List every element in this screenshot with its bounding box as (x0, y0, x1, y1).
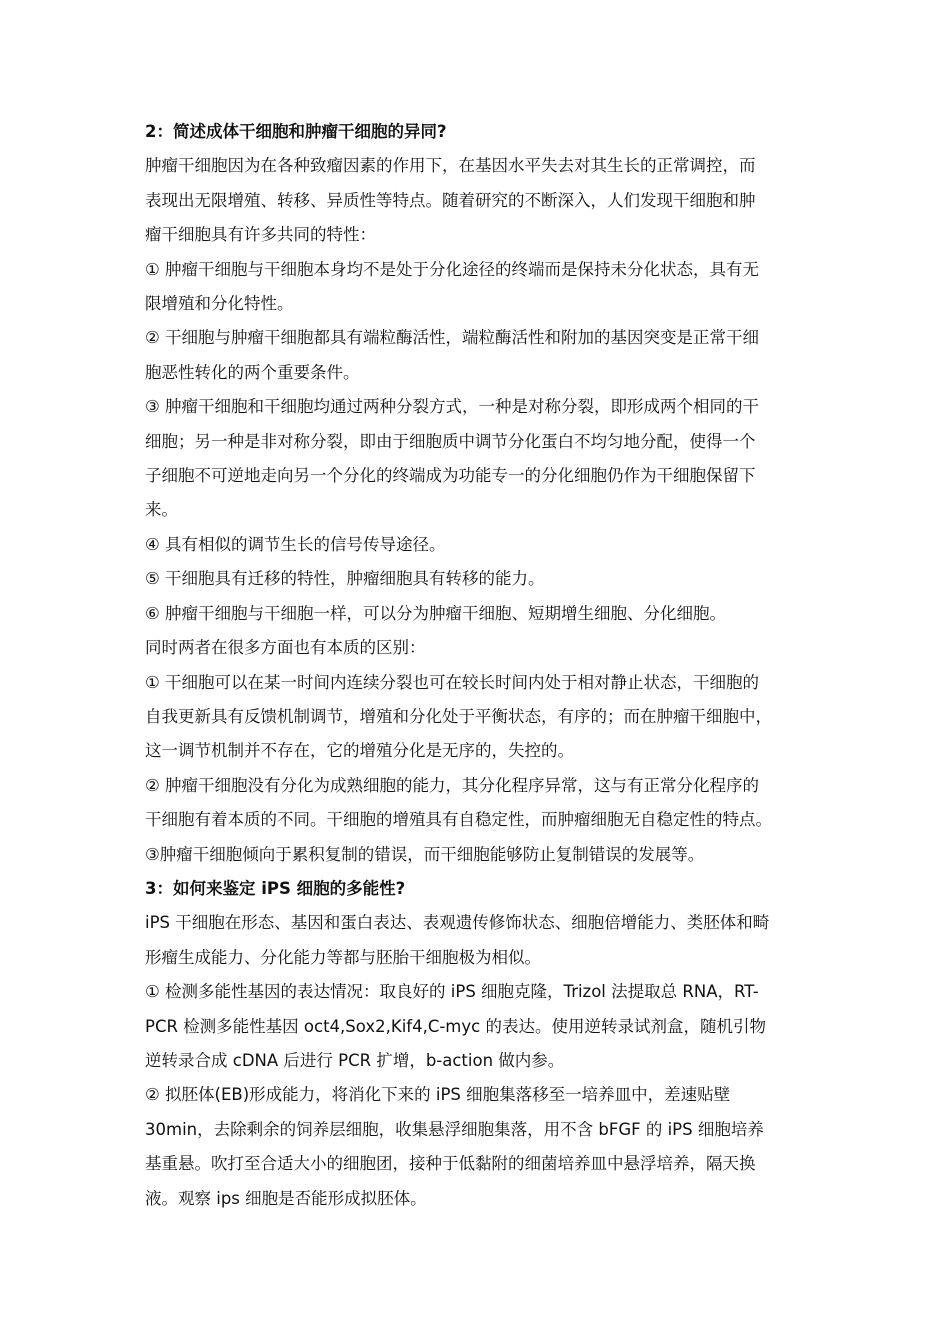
text-line: 肿瘤干细胞因为在各种致瘤因素的作用下，在基因水平失去对其生长的正常调控，而 (145, 156, 756, 176)
text-line: 细胞；另一种是非对称分裂，即由于细胞质中调节分化蛋白不均匀地分配，使得一个 (145, 431, 756, 451)
text-line: 表现出无限增殖、转移、异质性等特点。随着研究的不断深入，人们发现干细胞和肿 (145, 190, 756, 210)
text-line: 干细胞有着本质的不同。干细胞的增殖具有自稳定性，而肿瘤细胞无自稳定性的特点。 (145, 810, 772, 830)
text-line: ① 干细胞可以在某一时间内连续分裂也可在较长时间内处于相对静止状态，干细胞的 (145, 672, 760, 692)
text-line: ⑥ 肿瘤干细胞与干细胞一样，可以分为肿瘤干细胞、短期增生细胞、分化细胞。 (145, 603, 727, 623)
text-line: 子细胞不可逆地走向另一个分化的终端成为功能专一的分化细胞仍作为干细胞保留下 (145, 466, 756, 486)
section-heading-3: 3：如何来鉴定 iPS 细胞的多能性? (145, 878, 406, 898)
text-line: ③肿瘤干细胞倾向于累积复制的错误，而干细胞能够防止复制错误的发展等。 (145, 844, 705, 864)
text-line: ① 检测多能性基因的表达情况：取良好的 iPS 细胞克隆，Trizol 法提取总 RNA，RT- (145, 982, 759, 1002)
text-line: ① 肿瘤干细胞与干细胞本身均不是处于分化途径的终端而是保持未分化状态，具有无 (145, 259, 760, 279)
text-line: PCR 检测多能性基因 oct4,Sox2,Kif4,C-myc 的表达。使用逆转录试剂盒，随机引物 (145, 1016, 766, 1036)
text-line: ⑤ 干细胞具有迁移的特性，肿瘤细胞具有转移的能力。 (145, 569, 545, 589)
text-line: ③ 肿瘤干细胞和干细胞均通过两种分裂方式，一种是对称分裂，即形成两个相同的干 (145, 397, 760, 417)
text-line: 基重悬。吹打至合适大小的细胞团，接种于低黏附的细菌培养皿中悬浮培养，隔天换 (145, 1154, 756, 1174)
text-line: 形瘤生成能力、分化能力等都与胚胎干细胞极为相似。 (145, 947, 541, 967)
text-line: 液。观察 ips 细胞是否能形成拟胚体。 (145, 1188, 427, 1208)
text-line: 30min，去除剩余的饲养层细胞，收集悬浮细胞集落，用不含 bFGF 的 iPS 细胞培养 (145, 1119, 764, 1139)
text-line: iPS 干细胞在形态、基因和蛋白表达、表观遗传修饰状态、细胞倍增能力、类胚体和畸 (145, 913, 770, 933)
text-line: ② 干细胞与肿瘤干细胞都具有端粒酶活性，端粒酶活性和附加的基因突变是正常干细 (145, 328, 760, 348)
text-line: ④ 具有相似的调节生长的信号传导途径。 (145, 534, 446, 554)
text-line: 逆转录合成 cDNA 后进行 PCR 扩增，b-action 做内参。 (145, 1050, 565, 1070)
text-line: 胞恶性转化的两个重要条件。 (145, 362, 360, 382)
text-line: 瘤干细胞具有许多共同的特性： (145, 225, 376, 245)
text-line: ② 肿瘤干细胞没有分化为成熟细胞的能力，其分化程序异常，这与有正常分化程序的 (145, 775, 760, 795)
text-line: 同时两者在很多方面也有本质的区别： (145, 638, 426, 658)
text-line: ② 拟胚体(EB)形成能力，将消化下来的 iPS 细胞集落移至一培养皿中，差速贴壁 (145, 1085, 731, 1105)
text-line: 自我更新具有反馈机制调节，增殖和分化处于平衡状态，有序的；而在肿瘤干细胞中， (145, 706, 772, 726)
text-line: 来。 (145, 500, 178, 520)
text-line: 这一调节机制并不存在，它的增殖分化是无序的，失控的。 (145, 741, 574, 761)
section-heading-2: 2：简述成体干细胞和肿瘤干细胞的异同? (145, 122, 447, 141)
text-line: 限增殖和分化特性。 (145, 294, 294, 314)
